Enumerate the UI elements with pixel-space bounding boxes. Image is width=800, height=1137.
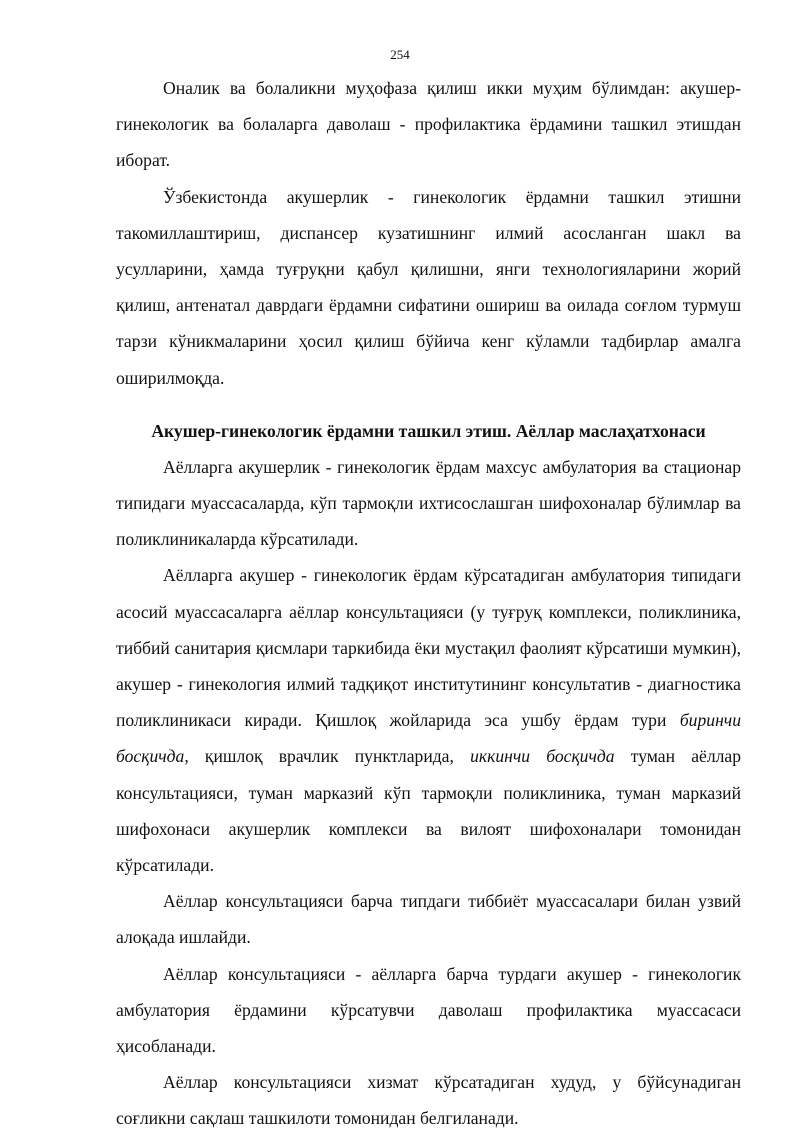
section-heading: Акушер-гинекологик ёрдамни ташкил этиш. Аёллар маслаҳатхонаси — [151, 420, 706, 441]
paragraph-uzbekistan: Ўзбекистонда акушерлик - гинекологик ёрдамни ташкил этишни такомиллаштириш, диспансер кузатишнинг илмий асосланган шакл ва усулларини, ҳамда туғруқни қабул қилишни, янги технологияларини жорий қилиш, антенатал даврдаги ёрдамни сифатини ошириш ва оилада соғлом турмуш тарзи кўникмаларини ҳосил қилиш бўйича кенг кўламли тадбирлар амалга оширилмоқда. — [116, 186, 741, 388]
paragraph-consultation-links: Аёллар консультацияси барча типдаги тиббиёт муассасалари билан узвий алоқада ишлайди. — [116, 891, 741, 948]
paragraph-intro: Оналик ва болаликни муҳофаза қилиш икки муҳим бўлимдан: акушер-гинекологик ва болаларга даволаш - профилактика ёрдамини ташкил этишдан иборат. — [116, 78, 741, 171]
paragraph-text: Аёлларга акушер - гинекологик ёрдам кўрсатадиган амбулатория типидаги асосий муассасаларга аёллар консультацияси (у туғруқ комплекси, поликлиника, тиббий санитария қисмлари таркибида ёки мустақил фаолият кўрсатиши мумкин), акушер - гинекология илмий тадқиқот институтининг консультатив - диагностика поликлиникаси киради. Қишлоқ жойларида эса ушбу ёрдам тури — [116, 565, 741, 731]
paragraph-text: туман аёллар консультацияси, туман марказий кўп тармоқли поликлиника, туман марказий шифохонаси акушерлик комплекси ва вилоят шифохоналари томонидан кўрсатилади. — [116, 746, 741, 876]
page-number: 254 — [390, 47, 410, 62]
paragraph-care-settings: Аёлларга акушерлик - гинекологик ёрдам махсус амбулатория ва стационар типидаги муассасаларда, кўп тармоқли ихтисослашган шифохоналар бўлимлар ва поликлиникаларда кўрсатилади. — [116, 456, 741, 550]
paragraph-text: қишлоқ врачлик пунктларида, — [188, 746, 471, 767]
page-body — [116, 70, 741, 1137]
italic-second-stage: иккинчи босқичда — [470, 746, 615, 767]
paragraph-service-territory: Аёллар консультацияси хизмат кўрсатадиган худуд, у бўйсунадиган соғликни сақлаш ташкилоти томонидан белгиланади. — [116, 1072, 741, 1129]
italic-first-stage: биринчи босқичда, — [116, 710, 741, 767]
paragraph-ambulatory-institutions — [116, 557, 741, 883]
paragraph-consultation-definition: Аёллар консультацияси - аёлларга барча турдаги акушер - гинекологик амбулатория ёрдамини кўрсатувчи даволаш профилактика муассасаси ҳисобланади. — [116, 963, 741, 1057]
